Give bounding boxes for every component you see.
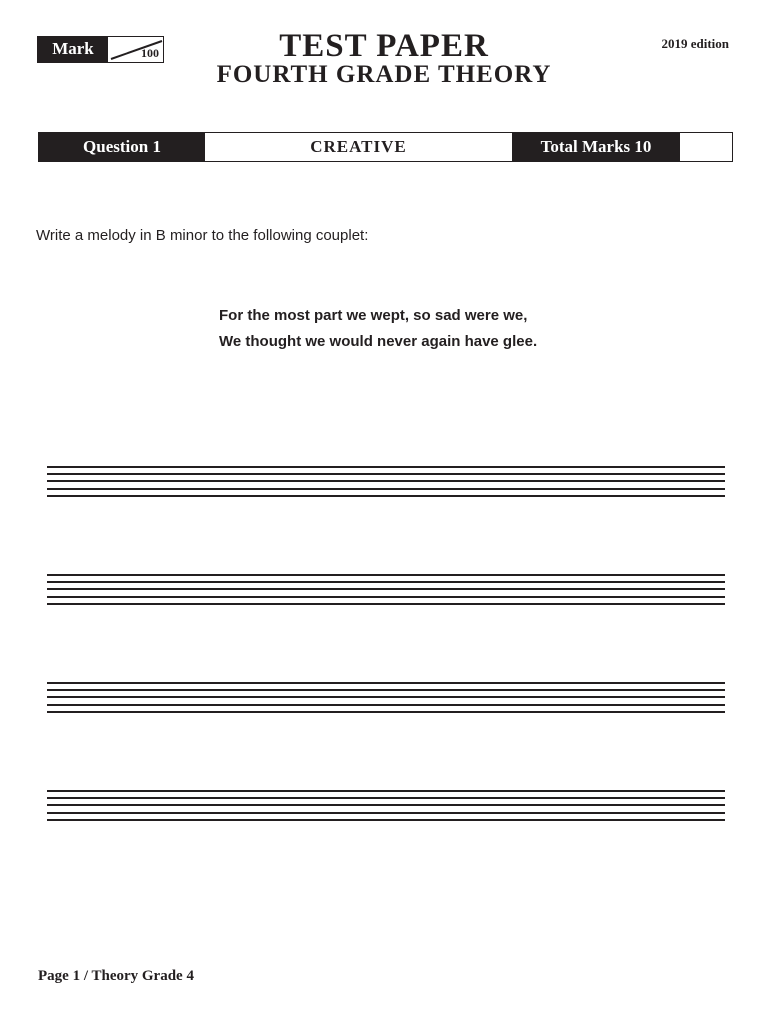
staff-line [47, 480, 725, 482]
couplet [219, 303, 537, 355]
total-marks: Total Marks 10 [512, 133, 680, 161]
staff-line [47, 581, 725, 583]
mark-label: Mark [38, 37, 108, 62]
music-staff-3[interactable] [47, 682, 725, 713]
staff-line [47, 682, 725, 684]
question-type: CREATIVE [310, 137, 407, 156]
staff-line [47, 596, 725, 598]
page-footer: Page 1 / Theory Grade 4 [38, 968, 194, 984]
staff-line [47, 488, 725, 490]
staff-line [47, 804, 725, 806]
staff-line [47, 689, 725, 691]
music-staff-4[interactable] [47, 790, 725, 821]
couplet-line-2: We thought we would never again have glee. [219, 333, 538, 350]
question-bar [38, 132, 733, 162]
staff-line [47, 711, 725, 713]
staff-line [47, 696, 725, 698]
staff-line [47, 473, 725, 475]
staff-line [47, 812, 725, 814]
instruction-text: Write a melody in B minor to the following couplet: [36, 227, 369, 244]
staff-line [47, 466, 725, 468]
music-staff-1[interactable] [47, 466, 725, 497]
question-number: Question 1 [39, 133, 205, 161]
page-subtitle: FOURTH GRADE THEORY [216, 61, 552, 88]
staff-line [47, 819, 725, 821]
edition-label: 2019 edition [661, 36, 729, 51]
mark-total: 100 [141, 46, 159, 60]
staff-line [47, 588, 725, 590]
staff-line [47, 704, 725, 706]
staff-line [47, 797, 725, 799]
staff-line [47, 790, 725, 792]
music-staff-2[interactable] [47, 574, 725, 605]
staff-line [47, 603, 725, 605]
staff-line [47, 574, 725, 576]
couplet-line-1: For the most part we wept, so sad were we, [219, 307, 528, 324]
page-title: TEST PAPER [279, 28, 489, 64]
staff-line [47, 495, 725, 497]
marks-awarded-box[interactable] [680, 133, 732, 161]
